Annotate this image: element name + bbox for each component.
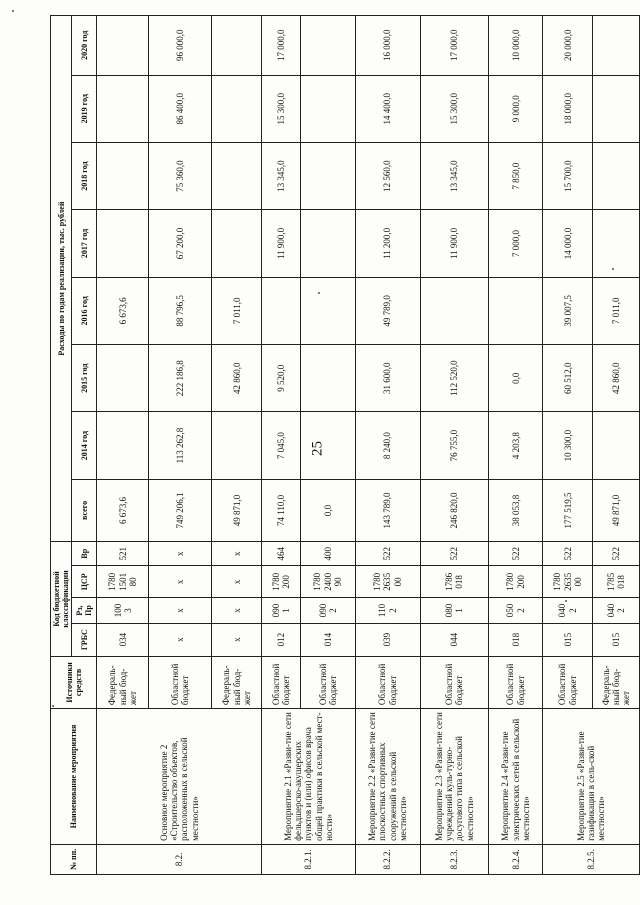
row-2020: 96 000,0 [149, 16, 212, 76]
row-csr: 1780 1501 80 [97, 566, 149, 598]
row-number: 8.2.1. [262, 844, 355, 874]
header-year: 2016 год [72, 277, 97, 344]
row-2015: 42 860,0 [212, 345, 262, 412]
row-csr: 1780 2635 00 [543, 566, 593, 598]
page-number: 25 [309, 441, 326, 456]
row-number: 8.2.3. [420, 844, 488, 874]
row-vr: 522 [543, 542, 593, 566]
row-source: Областной бюджет [489, 656, 543, 708]
row-2018: 75 360,0 [149, 142, 212, 209]
header-total: всего [72, 479, 97, 541]
row-2015: 222 186,8 [149, 345, 212, 412]
row-2019: 15 300,0 [420, 75, 488, 142]
row-2016: 39 007,5 [543, 277, 593, 344]
row-2017 [212, 210, 262, 277]
row-source: Областной бюджет [543, 656, 593, 708]
row-2016 [301, 277, 355, 344]
row-number: 8.2.5. [543, 844, 640, 874]
row-2018: 7 850,0 [489, 142, 543, 209]
table-row [355, 16, 420, 875]
row-2015: 112 520,0 [420, 345, 488, 412]
row-total: 246 820,0 [420, 479, 488, 541]
row-2018 [301, 142, 355, 209]
row-source: Федераль-ный бюд-жет [593, 656, 640, 708]
row-2016: 7 011,0 [593, 277, 640, 344]
row-2014: 4 203,8 [489, 412, 543, 479]
header-vr: Вр [72, 542, 97, 566]
row-grbs: 014 [301, 623, 355, 656]
row-grbs: 018 [489, 623, 543, 656]
header-year: 2017 год [72, 210, 97, 277]
row-2019 [301, 75, 355, 142]
row-2019: 86 400,0 [149, 75, 212, 142]
row-vr: 522 [489, 542, 543, 566]
row-2018: 15 700,0 [543, 142, 593, 209]
row-2019 [593, 75, 640, 142]
row-title: Мероприятие 2.1 «Разви-тие сети фельдшерско-акушерских пунктов и (или) офисов врача общей практики в сельской мест-ности» [262, 709, 355, 845]
row-2019: 18 000,0 [543, 75, 593, 142]
row-total: 143 789,0 [355, 479, 420, 541]
row-2017: 67 200,0 [149, 210, 212, 277]
row-total: 49 871,0 [212, 479, 262, 541]
row-2019 [212, 75, 262, 142]
row-vr: x [212, 542, 262, 566]
row-csr: 1786 018 [420, 566, 488, 598]
row-2020: 17 000,0 [420, 16, 488, 76]
row-2018: 13 345,0 [262, 142, 301, 209]
row-2014 [301, 412, 355, 479]
header-year: 2015 год [72, 345, 97, 412]
header-year: 2014 год [72, 412, 97, 479]
row-total: 6 673,6 [97, 479, 149, 541]
row-2020 [593, 16, 640, 76]
row-grbs: 015 [543, 623, 593, 656]
row-2020 [212, 16, 262, 76]
row-vr: 522 [420, 542, 488, 566]
table-row [420, 16, 488, 875]
row-vr: 521 [97, 542, 149, 566]
row-grbs: 012 [262, 623, 301, 656]
row-2017: 11 900,0 [262, 210, 301, 277]
row-grbs: 034 [97, 623, 149, 656]
row-source: Областной бюджет [262, 656, 301, 708]
row-source: Областной бюджет [420, 656, 488, 708]
row-2014 [212, 412, 262, 479]
row-2014: 8 240,0 [355, 412, 420, 479]
row-2019 [97, 75, 149, 142]
row-vr: 522 [593, 542, 640, 566]
header-rzpr: Рз, Пр [72, 598, 97, 623]
row-2018: 13 345,0 [420, 142, 488, 209]
row-2017 [301, 210, 355, 277]
row-vr: 400 [301, 542, 355, 566]
row-rzpr: 110 2 [355, 598, 420, 623]
table-row [543, 16, 593, 875]
row-rzpr: x [212, 598, 262, 623]
row-2015: 60 512,0 [543, 345, 593, 412]
row-2016 [262, 277, 301, 344]
row-rzpr: x [149, 598, 212, 623]
row-2017 [593, 210, 640, 277]
row-2020 [97, 16, 149, 76]
row-csr: 1780 200 [262, 566, 301, 598]
row-number: 8.2.4. [489, 844, 543, 874]
row-rzpr: 080 1 [420, 598, 488, 623]
row-vr: x [149, 542, 212, 566]
row-2019: 14 400,0 [355, 75, 420, 142]
row-2017: 7 000,0 [489, 210, 543, 277]
row-2015 [301, 345, 355, 412]
row-2015: 31 600,0 [355, 345, 420, 412]
row-csr: x [212, 566, 262, 598]
row-2015: 0,0 [489, 345, 543, 412]
row-csr: x [149, 566, 212, 598]
row-grbs: x [212, 623, 262, 656]
row-2018 [593, 142, 640, 209]
row-rzpr: 040 2 [593, 598, 640, 623]
row-2018 [97, 142, 149, 209]
header-code-group: Код бюджетной классификации [51, 542, 72, 657]
row-2016: 6 673,6 [97, 277, 149, 344]
row-total: 38 053,8 [489, 479, 543, 541]
row-2020: 10 000,0 [489, 16, 543, 76]
row-2018: 12 560,0 [355, 142, 420, 209]
header-grbs: ГРБС [72, 623, 97, 656]
row-2020: 16 000,0 [355, 16, 420, 76]
row-csr: 1780 2635 00 [355, 566, 420, 598]
row-2015 [97, 345, 149, 412]
row-2015: 42 860,0 [593, 345, 640, 412]
row-2020: 17 000,0 [262, 16, 301, 76]
header-name: Наименование мероприятия [51, 709, 97, 845]
row-source: Областной бюджет [149, 656, 212, 708]
row-2018 [212, 142, 262, 209]
header-no: № пп. [51, 844, 97, 874]
row-title: Мероприятие 2.5 «Разви-тие газификации в сель-ской местности» [543, 709, 640, 845]
row-total: 0,0 [301, 479, 355, 541]
row-total: 749 206,1 [149, 479, 212, 541]
expenses-table [50, 15, 640, 875]
row-2019: 15 300,0 [262, 75, 301, 142]
row-2016 [420, 277, 488, 344]
row-grbs: 015 [593, 623, 640, 656]
row-2014: 7 045,0 [262, 412, 301, 479]
row-2014 [97, 412, 149, 479]
header-expenses-group: Расходы по годам реализации, тыс. рублей [51, 16, 72, 542]
row-total: 74 110,0 [262, 479, 301, 541]
row-2016 [489, 277, 543, 344]
header-year: 2019 год [72, 75, 97, 142]
row-title: Основное мероприятие 2 «Строительство объектов, расположенных в сельской местности» [97, 709, 262, 845]
row-title: Мероприятие 2.4 «Разви-тие электрических сетей в сельской местности» [489, 709, 543, 845]
row-2017 [97, 210, 149, 277]
row-2019: 9 000,0 [489, 75, 543, 142]
table-row [97, 16, 149, 875]
row-rzpr: 050 2 [489, 598, 543, 623]
row-number: 8.2.2. [355, 844, 420, 874]
row-rzpr: 040 2 [543, 598, 593, 623]
row-2014: 76 755,0 [420, 412, 488, 479]
row-2014 [593, 412, 640, 479]
row-vr: 464 [262, 542, 301, 566]
row-csr: 1780 200 [489, 566, 543, 598]
row-title: Мероприятие 2.3 «Разви-тие сети учреждений куль-турно-досугового типа в сельской местности» [420, 709, 488, 845]
row-2017: 11 200,0 [355, 210, 420, 277]
row-2020: 20 000,0 [543, 16, 593, 76]
row-rzpr: 100 3 [97, 598, 149, 623]
row-total: 49 871,0 [593, 479, 640, 541]
row-rzpr: 090 1 [262, 598, 301, 623]
scan-speck [12, 10, 14, 12]
row-grbs: 039 [355, 623, 420, 656]
row-2014: 10 300,0 [543, 412, 593, 479]
row-2015: 9 520,0 [262, 345, 301, 412]
row-grbs: 044 [420, 623, 488, 656]
row-source: Областной бюджет [355, 656, 420, 708]
row-grbs: x [149, 623, 212, 656]
header-csr: ЦСР [72, 566, 97, 598]
table-row [262, 16, 301, 875]
row-2016: 7 011,0 [212, 277, 262, 344]
row-vr: 522 [355, 542, 420, 566]
row-2016: 49 789,0 [355, 277, 420, 344]
row-total: 177 519,5 [543, 479, 593, 541]
rotated-table-area [50, 15, 640, 875]
header-year: 2018 год [72, 142, 97, 209]
row-csr: 1785 018 [593, 566, 640, 598]
row-source: Федераль-ный бюд-жет [212, 656, 262, 708]
row-2017: 11 900,0 [420, 210, 488, 277]
row-2014: 113 262,8 [149, 412, 212, 479]
header-year: 2020 год [72, 16, 97, 76]
header-source: Источники средств [51, 656, 97, 708]
row-rzpr: 090 2 [301, 598, 355, 623]
row-2016: 88 796,5 [149, 277, 212, 344]
table-row [489, 16, 543, 875]
row-2020 [301, 16, 355, 76]
row-source: Областной бюджет [301, 656, 355, 708]
row-2017: 14 000,0 [543, 210, 593, 277]
row-number: 8.2. [97, 844, 262, 874]
row-source: Федераль-ный бюд-жет [97, 656, 149, 708]
row-title: Мероприятие 2.2 «Разви-тие сети плоскостных спортивных сооружений в сельской местности» [355, 709, 420, 845]
row-csr: 1780 2400 90 [301, 566, 355, 598]
